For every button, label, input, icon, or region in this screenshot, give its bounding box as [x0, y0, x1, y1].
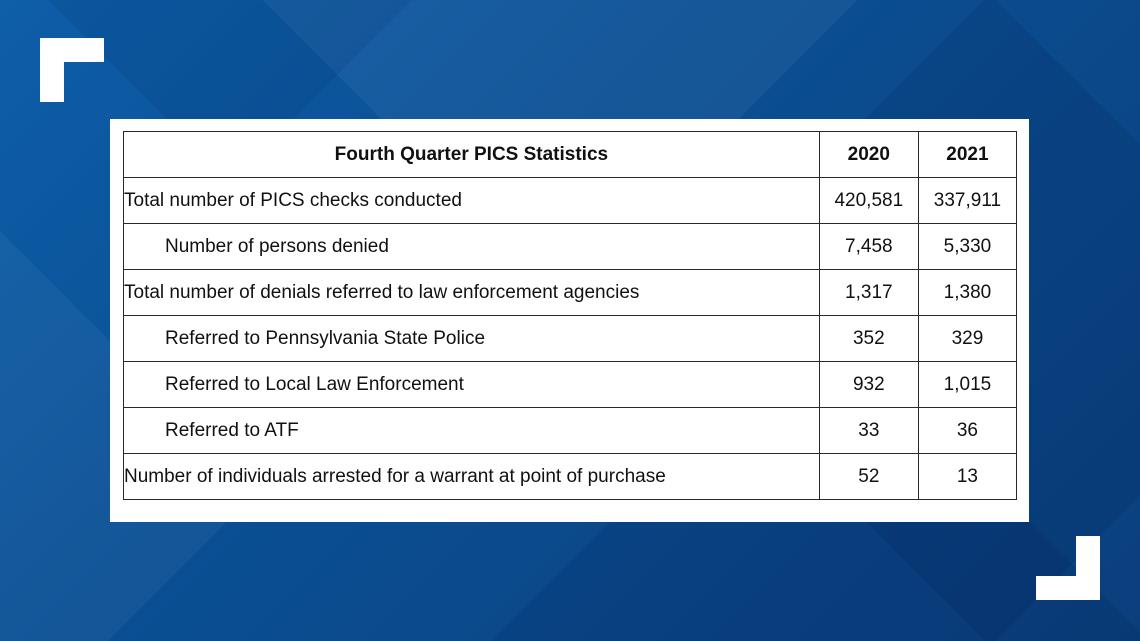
row-label: Referred to Local Law Enforcement — [124, 362, 820, 408]
row-label: Referred to ATF — [124, 408, 820, 454]
value-2020: 420,581 — [819, 178, 918, 224]
table-row — [124, 224, 1017, 270]
value-2020: 352 — [819, 316, 918, 362]
row-label: Number of persons denied — [124, 224, 820, 270]
value-2021: 337,911 — [918, 178, 1016, 224]
corner-bracket-top-left-icon — [40, 38, 104, 102]
row-label: Total number of PICS checks conducted — [124, 178, 820, 224]
row-label: Number of individuals arrested for a warrant at point of purchase — [124, 454, 820, 500]
column-header-2020: 2020 — [819, 132, 918, 178]
pics-statistics-table — [123, 131, 1017, 500]
table-title: Fourth Quarter PICS Statistics — [124, 132, 820, 178]
value-2020: 932 — [819, 362, 918, 408]
value-2021: 1,380 — [918, 270, 1016, 316]
row-label: Referred to Pennsylvania State Police — [124, 316, 820, 362]
value-2021: 1,015 — [918, 362, 1016, 408]
table-row — [124, 454, 1017, 500]
table-row — [124, 316, 1017, 362]
value-2020: 33 — [819, 408, 918, 454]
value-2021: 5,330 — [918, 224, 1016, 270]
value-2021: 329 — [918, 316, 1016, 362]
corner-bracket-bottom-right-icon — [1036, 536, 1100, 600]
value-2020: 1,317 — [819, 270, 918, 316]
statistics-card — [110, 119, 1029, 522]
table-row — [124, 408, 1017, 454]
value-2020: 52 — [819, 454, 918, 500]
value-2021: 13 — [918, 454, 1016, 500]
table-row — [124, 362, 1017, 408]
row-label: Total number of denials referred to law enforcement agencies — [124, 270, 820, 316]
table-row — [124, 178, 1017, 224]
value-2020: 7,458 — [819, 224, 918, 270]
table-row — [124, 270, 1017, 316]
value-2021: 36 — [918, 408, 1016, 454]
table-header-row — [124, 132, 1017, 178]
column-header-2021: 2021 — [918, 132, 1016, 178]
